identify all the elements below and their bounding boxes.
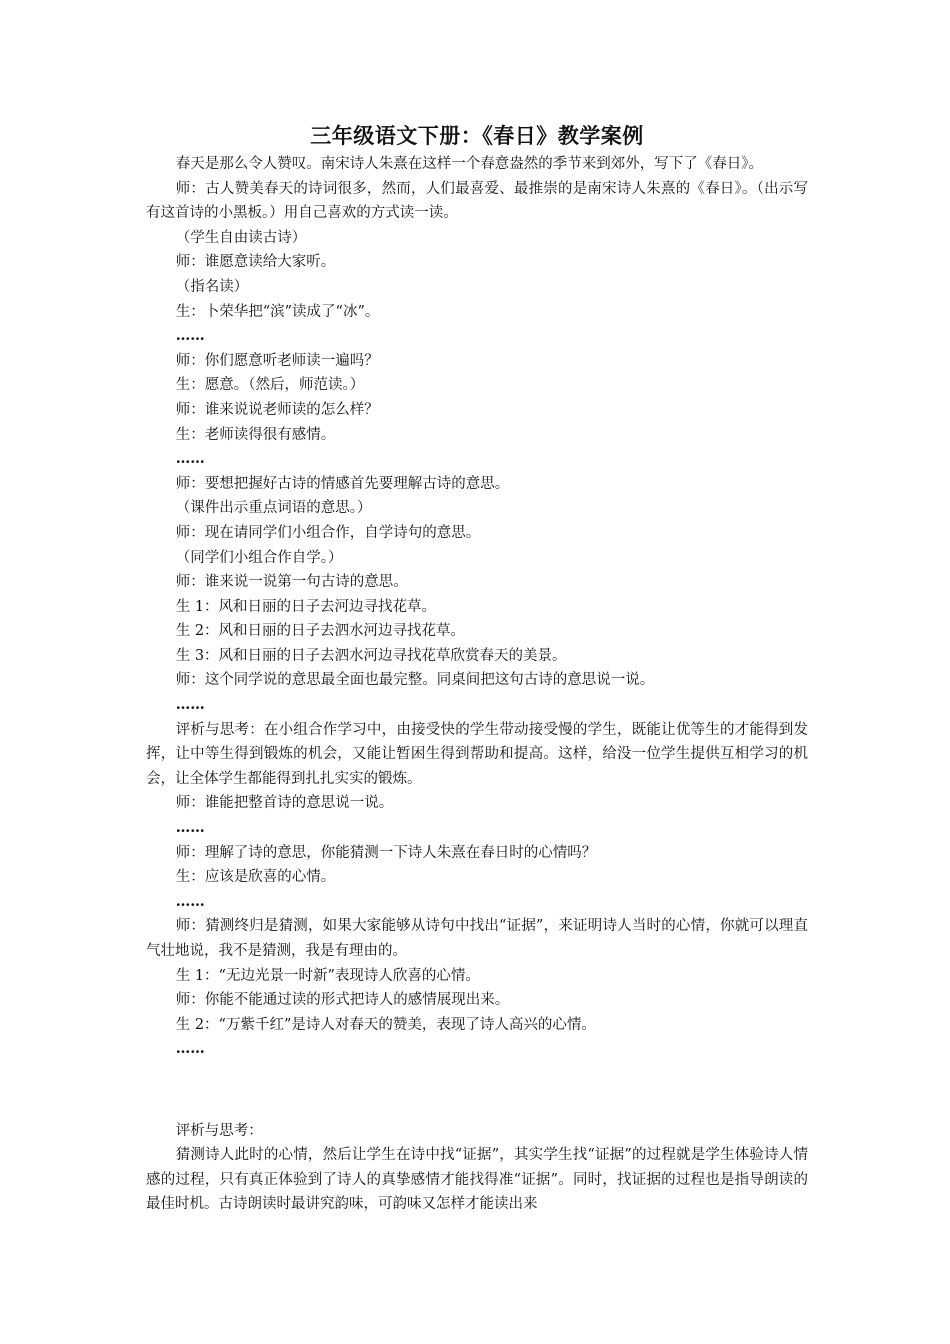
paragraph: 师：谁来说说老师读的怎么样？ bbox=[175, 401, 379, 418]
paragraph: （指名读） bbox=[175, 278, 249, 295]
ellipsis-marker: …… bbox=[175, 1040, 205, 1058]
paragraph: 评析与思考： bbox=[175, 1122, 263, 1139]
paragraph: 师：猜测终归是猜测，如果大家能够从诗句中找出“证据”，来证明诗人当时的心情，你就可以理直气壮地说，我不是猜测，我是有理由的。 bbox=[146, 918, 808, 959]
paragraph: 师：要想把握好古诗的情感首先要理解古诗的意思。 bbox=[175, 475, 510, 492]
paragraph: （课件出示重点词语的意思。） bbox=[175, 500, 372, 517]
paragraph: 师：谁愿意读给大家听。 bbox=[175, 254, 336, 271]
paragraph: 师：谁来说一说第一句古诗的意思。 bbox=[175, 574, 408, 591]
paragraph: 猜测诗人此时的心情，然后让学生在诗中找“证据”，其实学生找“证据”的过程就是学生体验诗人情感的过程，只有真正体验到了诗人的真挚感情才能找得准“证据”。同时，找证据的过程也是指导朗读的最佳时机。古诗朗读时最讲究韵味，可韵味又怎样才能读出来 bbox=[146, 1147, 808, 1213]
paragraph: 生：卜荣华把“滨”读成了“冰”。 bbox=[175, 303, 380, 320]
paragraph: 生：应该是欣喜的心情。 bbox=[175, 869, 336, 886]
paragraph: 师：谁能把整首诗的意思说一说。 bbox=[175, 795, 394, 812]
ellipsis-marker: …… bbox=[175, 892, 205, 910]
ellipsis-marker: …… bbox=[175, 819, 205, 837]
paragraph: 师：古人赞美春天的诗词很多，然而，人们最喜爱、最推崇的是南宋诗人朱熹的《春日》。（出示写有这首诗的小黑板。）用自己喜欢的方式读一读。 bbox=[146, 180, 808, 222]
document-page bbox=[146, 121, 808, 1217]
paragraph: 生 3：风和日丽的日子去泗水河边寻找花草欣赏春天的美景。 bbox=[175, 647, 567, 664]
ellipsis-marker: …… bbox=[175, 696, 205, 714]
paragraph: 春天是那么令人赞叹。南宋诗人朱熹在这样一个春意盎然的季节来到郊外，写下了《春日》。 bbox=[175, 156, 763, 172]
paragraph: 评析与思考：在小组合作学习中，由接受快的学生带动接受慢的学生，既能让优等生的才能得到发挥，让中等生得到锻炼的机会，又能让暂困生得到帮助和提高。这样，给没一位学生提供互相学习的机会，让全体学生都能得到扎扎实实的锻炼。 bbox=[146, 721, 808, 787]
ellipsis-marker: …… bbox=[175, 327, 205, 345]
paragraph: 生 2：“万紫千红”是诗人对春天的赞美，表现了诗人高兴的心情。 bbox=[175, 1016, 596, 1033]
paragraph: 师：这个同学说的意思最全面也最完整。同桌间把这句古诗的意思说一说。 bbox=[175, 672, 655, 689]
ellipsis-marker: …… bbox=[175, 450, 205, 468]
paragraph: 师：现在请同学们小组合作，自学诗句的意思。 bbox=[175, 524, 481, 541]
paragraph: 生：老师读得很有感情。 bbox=[175, 426, 336, 443]
paragraph: 生 2：风和日丽的日子去泗水河边寻找花草。 bbox=[175, 623, 466, 640]
paragraph: （同学们小组合作自学。） bbox=[175, 549, 343, 566]
blank-line bbox=[146, 1078, 808, 1103]
paragraph: 生：愿意。（然后，师范读。） bbox=[175, 377, 365, 394]
paragraph: 生 1：“无边光景一时新”表现诗人欣喜的心情。 bbox=[175, 967, 480, 984]
document-title: 三年级语文下册：《春日》教学案例 bbox=[310, 124, 644, 148]
paragraph: 生 1：风和日丽的日子去河边寻找花草。 bbox=[175, 598, 437, 615]
paragraph: 师：理解了诗的意思，你能猜测一下诗人朱熹在春日时的心情吗？ bbox=[175, 844, 597, 861]
paragraph: 师：你们愿意听老师读一遍吗？ bbox=[175, 352, 379, 369]
paragraph: 师：你能不能通过读的形式把诗人的感情展现出来。 bbox=[175, 992, 510, 1009]
paragraph: （学生自由读古诗） bbox=[175, 229, 307, 246]
document-body bbox=[146, 152, 808, 1217]
